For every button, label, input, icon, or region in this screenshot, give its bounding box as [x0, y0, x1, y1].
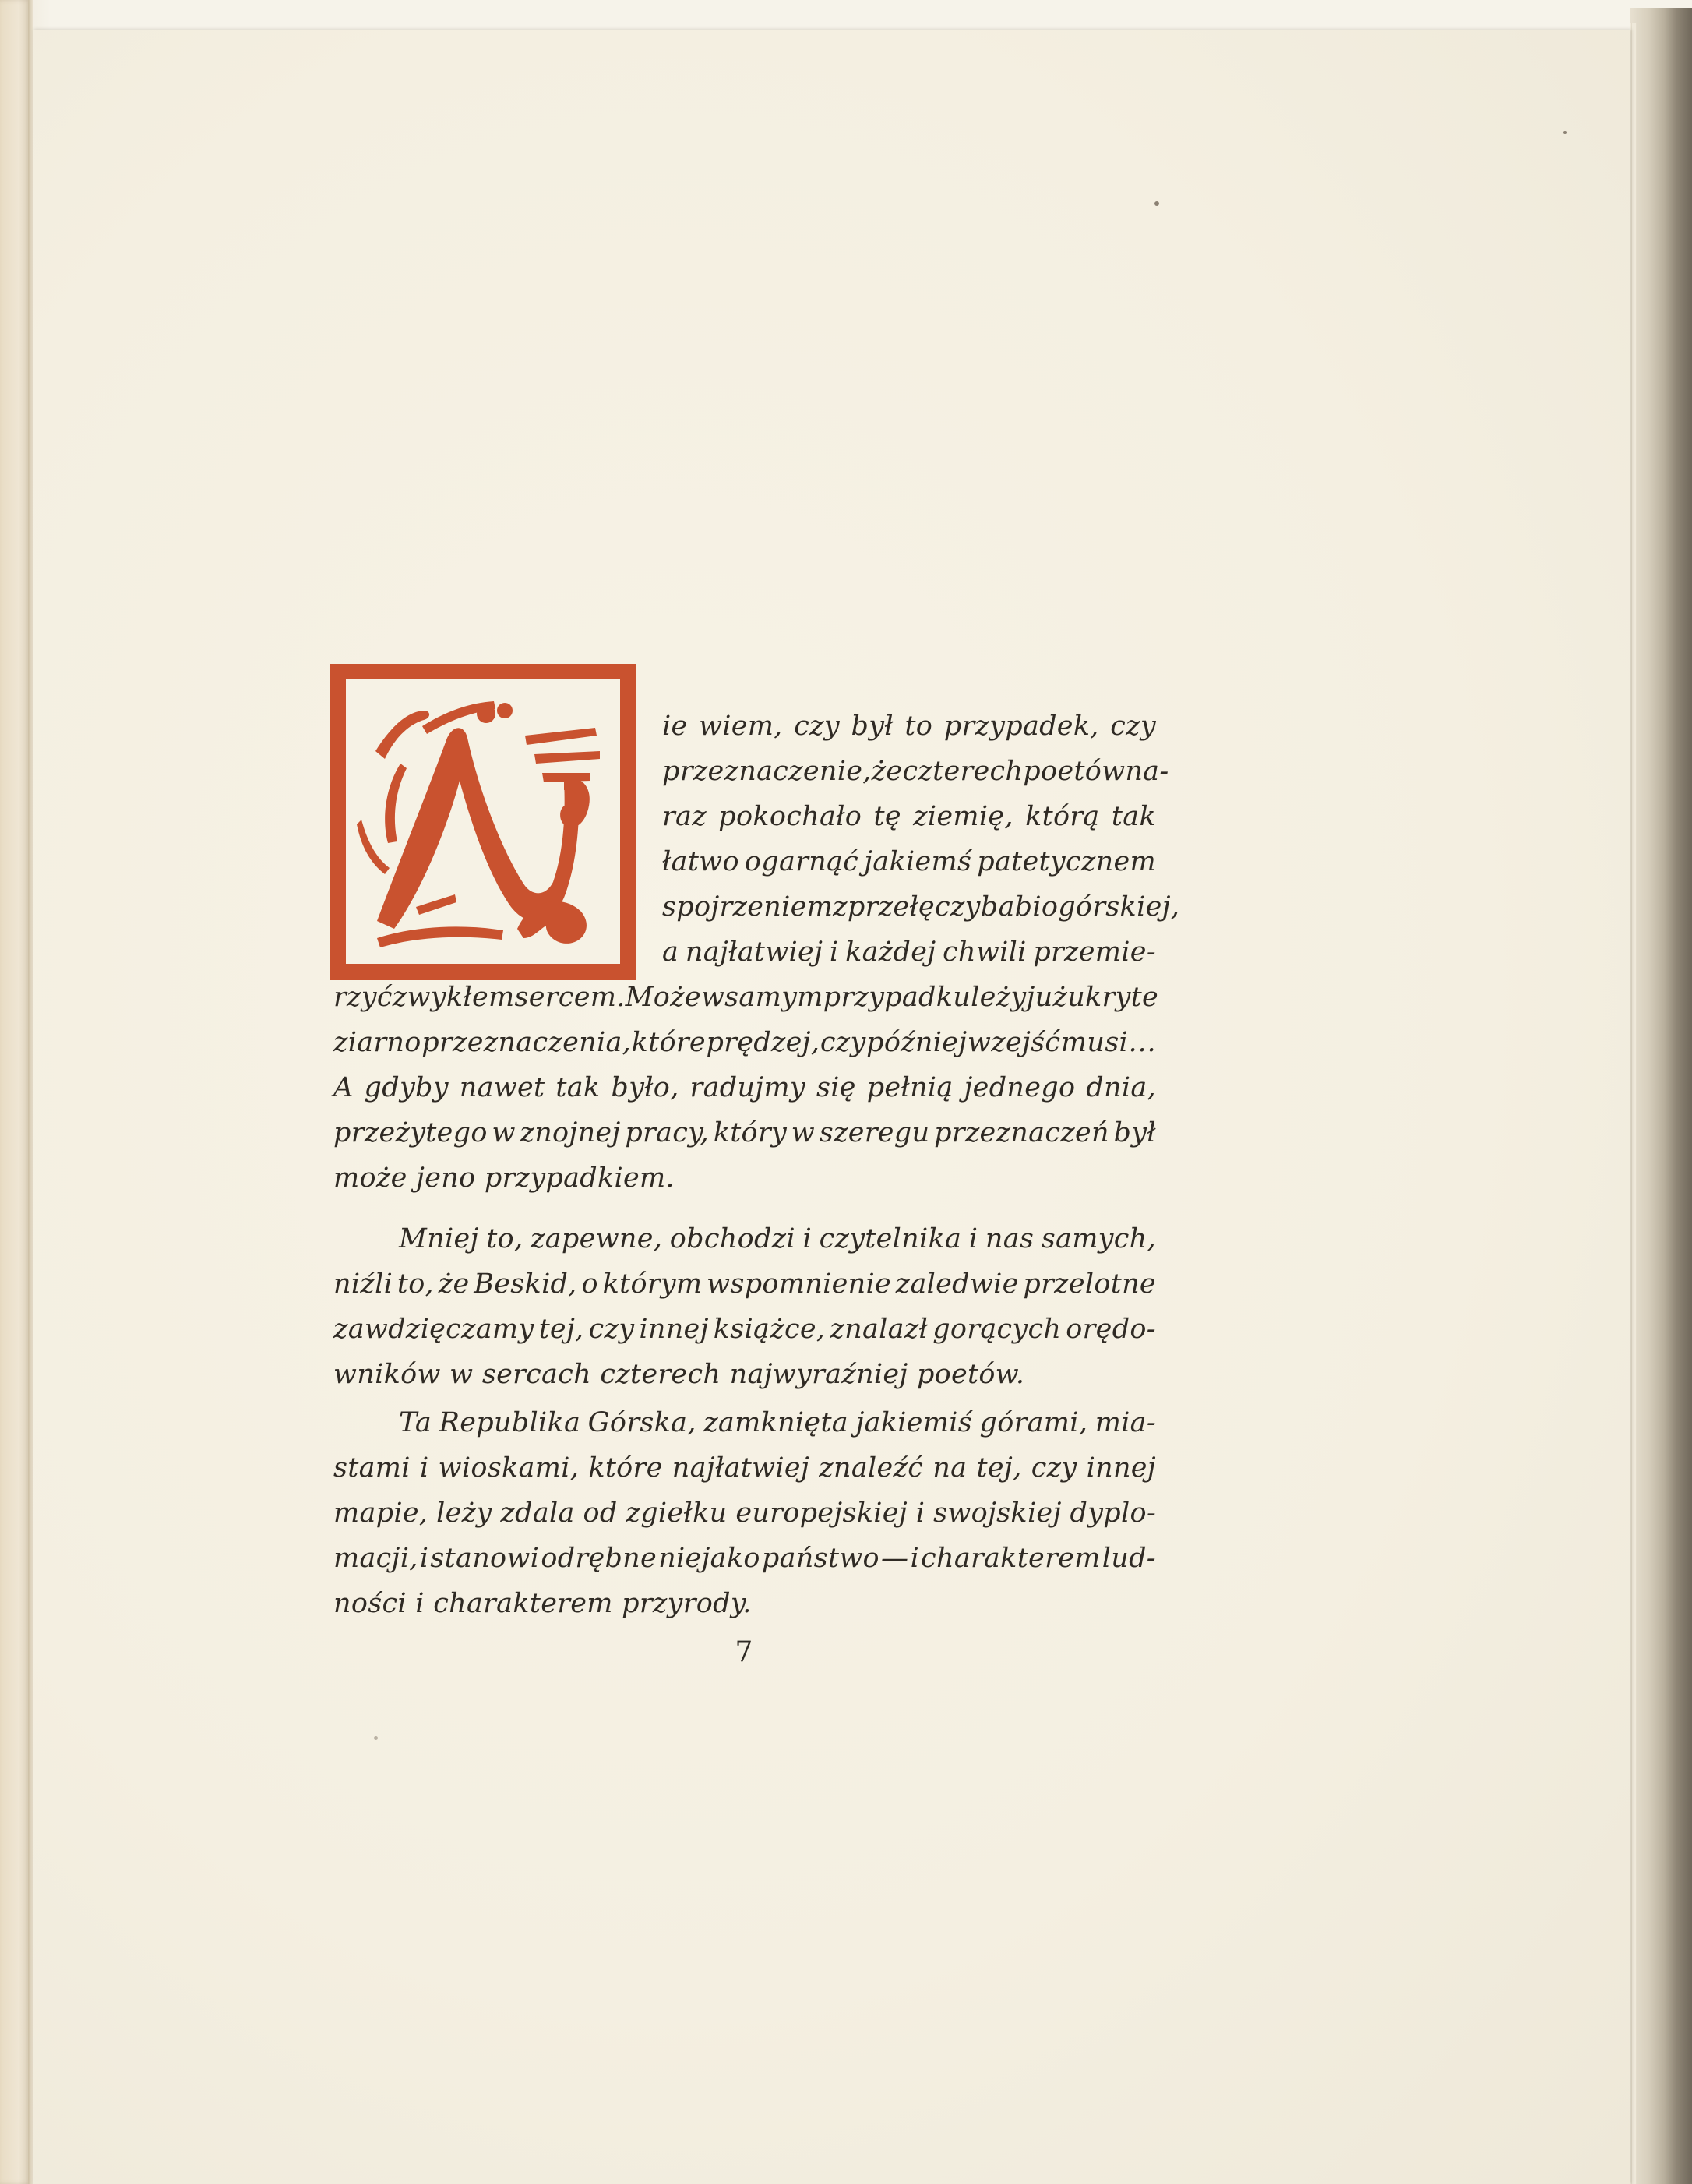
word: którym — [602, 1268, 703, 1300]
word: zamknięta — [703, 1407, 848, 1438]
word: gorących — [932, 1314, 1062, 1345]
text-line — [662, 711, 1156, 742]
word: był — [851, 711, 894, 742]
word: którą — [1025, 801, 1100, 832]
word: czy — [820, 1027, 866, 1058]
word: czy — [588, 1314, 635, 1345]
word: wiem, — [699, 711, 783, 742]
word: pokochało — [718, 801, 862, 832]
text-line — [333, 1163, 1156, 1194]
word: A — [333, 1072, 354, 1103]
word: wspomnienie — [707, 1268, 891, 1300]
base-branch-ornament — [377, 926, 503, 947]
word: pracy, — [625, 1117, 709, 1148]
word: i — [915, 1498, 925, 1529]
text-line — [333, 1314, 1156, 1345]
word: chwili — [943, 937, 1027, 968]
word: . — [1128, 1027, 1137, 1058]
text-line — [333, 1027, 1156, 1058]
word: że — [438, 1268, 470, 1300]
word: przeznaczenie, — [662, 756, 872, 787]
word: przeżytego — [333, 1117, 488, 1148]
word: to — [904, 711, 933, 742]
ray-ornament — [525, 728, 597, 745]
text-line-content: wników w sercach czterech najwyraźniej poetów. — [333, 1359, 1025, 1390]
word: najłatwiej — [685, 937, 823, 968]
text-line — [333, 1543, 1156, 1574]
word: raz — [662, 801, 707, 832]
word: ogarnąć — [744, 846, 859, 877]
word: nas — [985, 1223, 1035, 1254]
word: w — [791, 1117, 816, 1148]
word: lud- — [1102, 1543, 1156, 1574]
decorated-initial-n — [330, 664, 636, 980]
word: tak — [1111, 801, 1156, 832]
word: zdala — [500, 1498, 575, 1529]
text-line — [662, 756, 1169, 787]
word: ziarno — [333, 1027, 421, 1058]
word: z — [833, 891, 848, 923]
word: przeznaczenia, — [421, 1027, 632, 1058]
text-line — [333, 1268, 1156, 1300]
word: tę — [873, 801, 901, 832]
word: radujmy — [689, 1072, 806, 1103]
word: dyplo- — [1070, 1498, 1156, 1529]
word: leży — [971, 982, 1027, 1013]
word: innej — [639, 1314, 709, 1345]
word: książce, — [713, 1314, 826, 1345]
word: łatwo — [662, 846, 739, 877]
word: przypadek, — [943, 711, 1099, 742]
word: mia- — [1095, 1407, 1156, 1438]
word: państwo — [761, 1543, 879, 1574]
word: charakterem — [921, 1543, 1101, 1574]
word: rzyć — [333, 982, 393, 1013]
leaf-ornament — [357, 820, 390, 874]
word: pełnią — [866, 1072, 954, 1103]
page-number: 7 — [735, 1636, 753, 1668]
word: europejskiej — [735, 1498, 908, 1529]
word: znalazł — [830, 1314, 929, 1345]
word: w — [700, 982, 725, 1013]
word: czy — [1110, 711, 1156, 742]
word: macji, — [333, 1543, 418, 1574]
book-page — [33, 30, 1630, 2184]
word: znaleźć — [819, 1452, 924, 1484]
word: mapie, — [333, 1498, 428, 1529]
text-line-content: może jeno przypadkiem. — [333, 1163, 675, 1194]
word: niejako — [658, 1543, 760, 1574]
word: znojnej — [520, 1117, 621, 1148]
initial-woodcut-art — [330, 664, 636, 980]
word: i — [910, 1543, 919, 1574]
word: Ta — [399, 1407, 432, 1438]
word: Może — [625, 982, 701, 1013]
word: czy — [794, 711, 840, 742]
word: przelotne — [1023, 1268, 1156, 1300]
leaf-ornament — [416, 894, 456, 915]
word: ziemię, — [913, 801, 1013, 832]
word: był — [1113, 1117, 1156, 1148]
word: Górska, — [587, 1407, 696, 1438]
word: to, — [486, 1223, 523, 1254]
word: każdej — [845, 937, 936, 968]
word: wzejść — [968, 1027, 1061, 1058]
word: . — [1137, 1027, 1147, 1058]
word: jakiemś — [864, 846, 972, 877]
word: o — [581, 1268, 598, 1300]
word: który — [713, 1117, 788, 1148]
word: stami — [333, 1452, 411, 1484]
word: tej, — [976, 1452, 1022, 1484]
word: orędo- — [1066, 1314, 1156, 1345]
book-cover-edge — [1630, 8, 1692, 2184]
word: patetycznem — [977, 846, 1156, 877]
text-line — [399, 1407, 1156, 1438]
word: ukryte — [1067, 982, 1159, 1013]
word: spojrzeniem — [662, 891, 834, 923]
word: szeregu — [819, 1117, 930, 1148]
word: poetów — [1023, 756, 1126, 787]
word: na- — [1125, 756, 1169, 787]
word: się — [816, 1072, 856, 1103]
text-line — [333, 982, 1159, 1013]
bud-ornament — [477, 704, 495, 723]
word: sercem. — [514, 982, 626, 1013]
word: Mniej — [399, 1223, 479, 1254]
word: to, — [397, 1268, 434, 1300]
text-line — [333, 1498, 1156, 1529]
word: które — [588, 1452, 663, 1484]
text-line — [333, 1072, 1156, 1103]
left-page-edge — [0, 0, 31, 2184]
bud-ornament — [497, 703, 513, 718]
word: w — [492, 1117, 516, 1148]
text-line — [399, 1223, 1156, 1254]
word: prędzej, — [706, 1027, 820, 1058]
word: i — [802, 1223, 812, 1254]
word: i — [968, 1223, 978, 1254]
word: zapewne, — [531, 1223, 663, 1254]
word: musi — [1060, 1027, 1128, 1058]
word: babiogórskiej, — [980, 891, 1180, 923]
word: zaledwie — [895, 1268, 1019, 1300]
word: swojskiej — [933, 1498, 1062, 1529]
word: wioskami, — [438, 1452, 580, 1484]
word: tej, — [538, 1314, 584, 1345]
word: czy — [1031, 1452, 1077, 1484]
paper-speck — [374, 1736, 378, 1740]
word: samych, — [1041, 1223, 1156, 1254]
word: zwykłem — [392, 982, 515, 1013]
word: odrębne — [541, 1543, 657, 1574]
word: najłatwiej — [672, 1452, 810, 1484]
text-line — [662, 846, 1156, 877]
word: obchodzi — [669, 1223, 795, 1254]
word: później — [866, 1027, 968, 1058]
word: zgiełku — [626, 1498, 728, 1529]
leaf-ornament — [375, 711, 429, 759]
word: od — [583, 1498, 618, 1529]
text-line — [333, 1359, 1156, 1390]
word: i — [419, 1543, 429, 1574]
word: . — [1147, 1027, 1156, 1058]
text-line — [662, 937, 1156, 968]
word: na — [932, 1452, 968, 1484]
text-line — [662, 801, 1156, 832]
stem-ornament — [385, 764, 407, 843]
word: przeznaczeń — [934, 1117, 1109, 1148]
word: i — [419, 1452, 429, 1484]
word: samym — [724, 982, 823, 1013]
word: Beskid, — [474, 1268, 577, 1300]
word: i — [829, 937, 839, 968]
word: dnia, — [1086, 1072, 1156, 1103]
word: czterech — [902, 756, 1024, 787]
word: — — [880, 1543, 909, 1574]
text-line — [333, 1452, 1156, 1484]
ray-ornament — [534, 751, 600, 764]
text-line — [662, 891, 1180, 923]
word: które — [631, 1027, 706, 1058]
word: Republika — [439, 1407, 581, 1438]
word: że — [871, 756, 903, 787]
word: jednego — [964, 1072, 1076, 1103]
word: leży — [436, 1498, 492, 1529]
word: przemie- — [1033, 937, 1156, 968]
word: innej — [1086, 1452, 1156, 1484]
word: przypadku — [823, 982, 971, 1013]
word: przełęczy — [847, 891, 981, 923]
word: ie — [662, 711, 688, 742]
text-line — [333, 1588, 1156, 1619]
word: nawet — [459, 1072, 545, 1103]
word: jakiemiś — [855, 1407, 973, 1438]
word: tak — [555, 1072, 601, 1103]
word: stanowi — [430, 1543, 540, 1574]
word: niźli — [333, 1268, 393, 1300]
text-line — [333, 1117, 1156, 1148]
word: górami, — [979, 1407, 1088, 1438]
paper-speck — [1154, 201, 1159, 206]
word: czytelnika — [819, 1223, 962, 1254]
word: zawdzięczamy — [333, 1314, 534, 1345]
page-stack-edge — [1630, 23, 1637, 2184]
text-line-content: ności i charakterem przyrody. — [333, 1588, 752, 1619]
word: gdyby — [364, 1072, 449, 1103]
word: było, — [611, 1072, 679, 1103]
word: już — [1026, 982, 1068, 1013]
word: a — [662, 937, 679, 968]
paper-speck — [1563, 131, 1567, 134]
